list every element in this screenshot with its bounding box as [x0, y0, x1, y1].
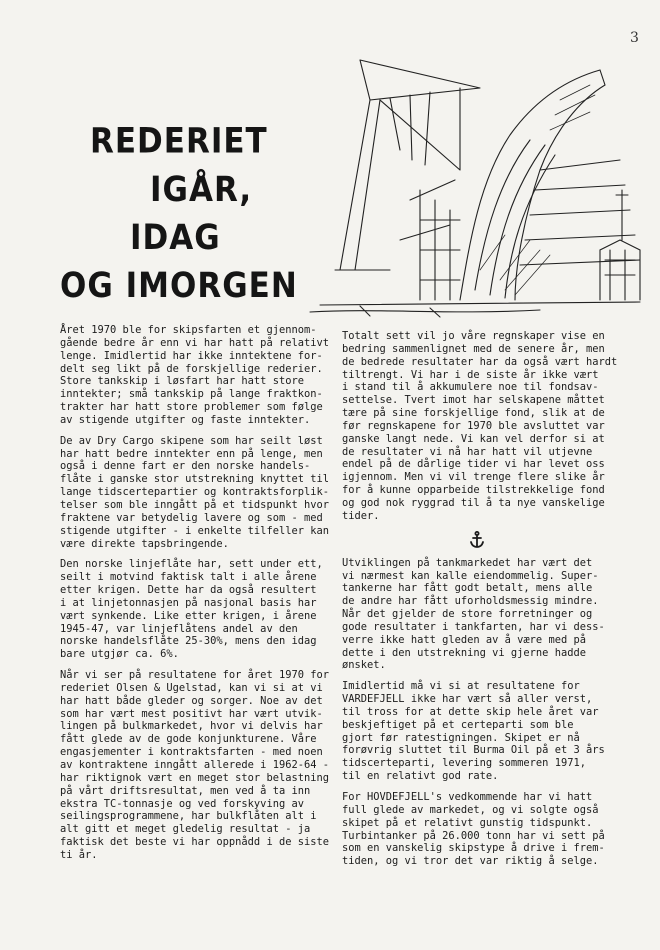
paragraph: Utviklingen på tankmarkedet har vært det vi nærmest kan kalle eiendommelig. Super- tankerne har fått godt betalt, mens alle de andre har fått uforholdsmessig mindre. Når det gjelder de store forretninger og gode resultater i tankfarten, har vi dess- verre ikke hatt gleden av å være med på dette i den utstrekning vi gjerne hadde ønsket. [342, 556, 605, 672]
title-line-2: IGÅR, [150, 169, 253, 210]
paragraph: Den norske linjeflåte har, sett under ett, seilt i motvind faktisk talt i alle årene etter krigen. Dette har da også resultert i at linjetonnasjen på nasjonal basis har vært synkende. Like etter krigen, i årene 1945-47, var linjeflåtens andel av den norske handelsflåte 25-30%, mens den idag bare utgjør ca. 6%. [60, 558, 323, 661]
title-line-3: IDAG [130, 217, 221, 258]
paragraph: Totalt sett vil jo våre regnskaper vise en bedring sammenlignet med de senere år, men de bedrede resultater har da også vært hardt tiltrengt. Vi har i de siste år ikke vært i stand til å akkumulere noe til fondsav- settelse. Tvert imot har selskapene måttet tære på sine forskjellige fond, slik at de før regnskapene for 1970 ble avsluttet var ganske langt nede. Vi kan vel derfor si at de resultater vi nå har hatt vil utjevne endel på de dårlige tider vi har levet oss igjennom. Men vi vil trenge flere slike år for å kunne opparbeide tilstrekkelige fond og god nok ryggrad til å ta nye vanskelige tider. [342, 330, 618, 522]
right-column [342, 330, 618, 876]
paragraph: Imidlertid må vi si at resultatene for VARDEFJELL ikke har vært så aller verst, til tross for at dette skip hele året var beskjeftiget på et certeparti som ble gjort før ratestigningen. Skipet er nå forøvrig sluttet til Burma Oil på et 3 års tidscerteparti, levering sommeren 1971, til en relativt god rate. [342, 680, 605, 783]
anchor-icon [342, 531, 612, 549]
title-line-1: REDERIET [90, 121, 268, 162]
shipyard-illustration [300, 40, 645, 320]
paragraph: De av Dry Cargo skipene som har seilt løst har hatt bedre inntekter enn på lenge, men også i denne fart er den norske handels- flåte i ganske stor utstrekning knyttet til lange tidscertepartier og kontraktsforplik- telser som ble inngått på et tidspunkt hvor fraktene var betydelig lavere og som - med stigende utgifter - i enkelte tilfeller kan være direkte tapsbringende. [60, 434, 329, 550]
page-number: 3 [630, 30, 639, 46]
title-line-4: OG IMORGEN [60, 265, 298, 307]
left-column [60, 324, 329, 870]
paragraph: For HOVDEFJELL's vedkommende har vi hatt full glede av markedet, og vi solgte også skipet på et relativt gunstig tidspunkt. Turbintanker på 26.000 tonn har vi sett på som en vanskelig skipstype å drive i frem- tiden, og vi tror det var riktig å selge. [342, 791, 605, 868]
paragraph: Når vi ser på resultatene for året 1970 for rederiet Olsen & Ugelstad, kan vi si at vi har hatt både gleder og sorger. Noe av det som har vært mest positivt har vært utvik- lingen på bulkmarkedet, hvor vi delvis har fått glede av de gode konjunkturene. Våre engasjementer i kontraktsfarten - med noen av kontraktene inngått allerede i 1962-64 - har riktignok vært en meget stor belastning på vårt driftsresultat, men ved å ta inn ekstra TC-tonnasje og ved forskyving av seilingsprogrammene, har bulkflåten alt i alt gitt et meget gledelig resultat - ja faktisk det beste vi har oppnådd i de siste ti år. [60, 669, 329, 861]
paragraph: Året 1970 ble for skipsfarten et gjennom- gående bedre år enn vi har hatt på relativt lenge. Imidlertid har ikke inntektene for- delt seg likt på de forskjellige rederier. Store tankskip i løsfart har hatt store inntekter; små tankskip på lange fraktkon- trakter har hatt store problemer som følge av stigende utgifter og faste inntekter. [60, 324, 329, 426]
